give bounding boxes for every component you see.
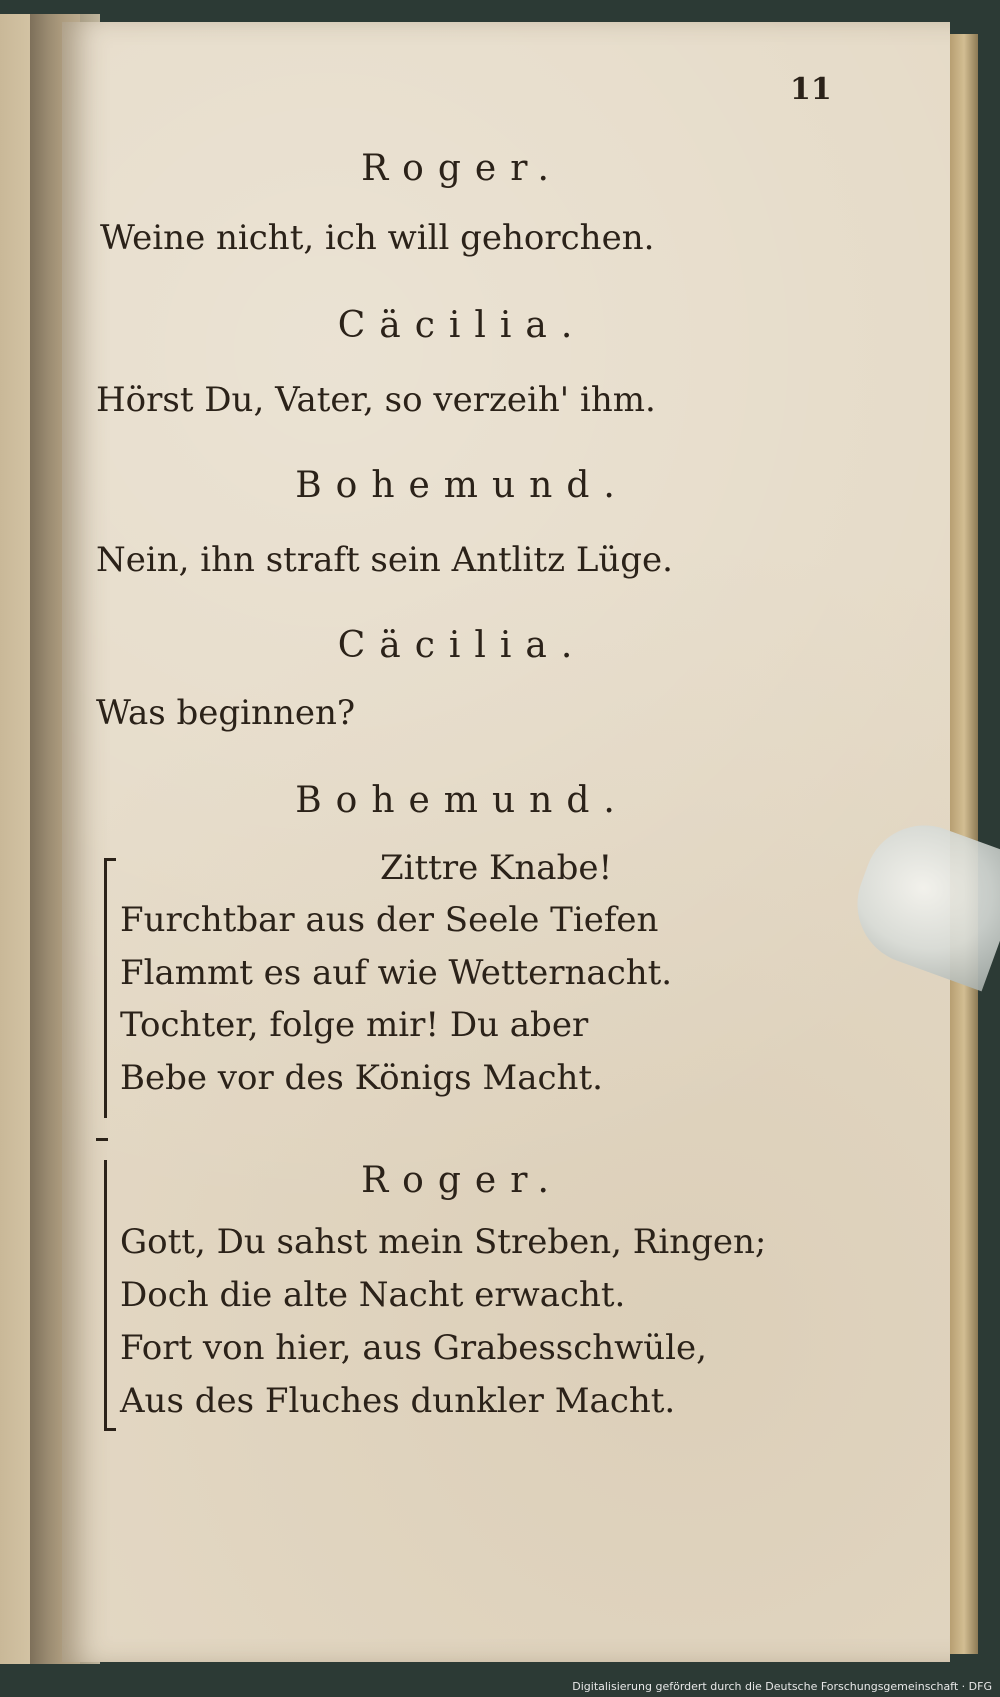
brace-tick [104, 858, 116, 861]
verse-line: Tochter, folge mir! Du aber [120, 1005, 589, 1045]
verse-line: Weine nicht, ich will gehorchen. [100, 218, 655, 258]
verse-line: Hörst Du, Vater, so verzeih' ihm. [96, 380, 656, 420]
duet-brace-upper [104, 858, 107, 1118]
brace-tick [104, 1428, 116, 1431]
speaker-caecilia-2: Cäcilia. [337, 625, 587, 666]
verse-line: Bebe vor des Königs Macht. [120, 1058, 603, 1098]
speaker-bohemund-1: Bohemund. [295, 465, 629, 506]
verse-line: Doch die alte Nacht erwacht. [120, 1275, 626, 1315]
verse-line: Gott, Du sahst mein Streben, Ringen; [120, 1222, 767, 1262]
page-number: 11 [790, 72, 832, 107]
speaker-roger-2: Roger. [361, 1160, 563, 1201]
brace-tick [96, 1138, 108, 1141]
speaker-caecilia-1: Cäcilia. [337, 305, 587, 346]
verse-line: Was beginnen? [96, 693, 356, 733]
speaker-bohemund-2: Bohemund. [295, 780, 629, 821]
digitization-credit: Digitalisierung gefördert durch die Deutsche Forschungsgemeinschaft · DFG [572, 1680, 992, 1693]
speaker-roger-1: Roger. [361, 148, 563, 189]
verse-line: Nein, ihn straft sein Antlitz Lüge. [96, 540, 673, 580]
duet-brace-lower [104, 1160, 107, 1430]
verse-line: Zittre Knabe! [380, 848, 613, 888]
verse-line: Furchtbar aus der Seele Tiefen [120, 900, 659, 940]
verse-line: Aus des Fluches dunkler Macht. [120, 1381, 676, 1421]
verse-line: Fort von hier, aus Grabesschwüle, [120, 1328, 707, 1368]
verse-line: Flammt es auf wie Wetternacht. [120, 953, 673, 993]
